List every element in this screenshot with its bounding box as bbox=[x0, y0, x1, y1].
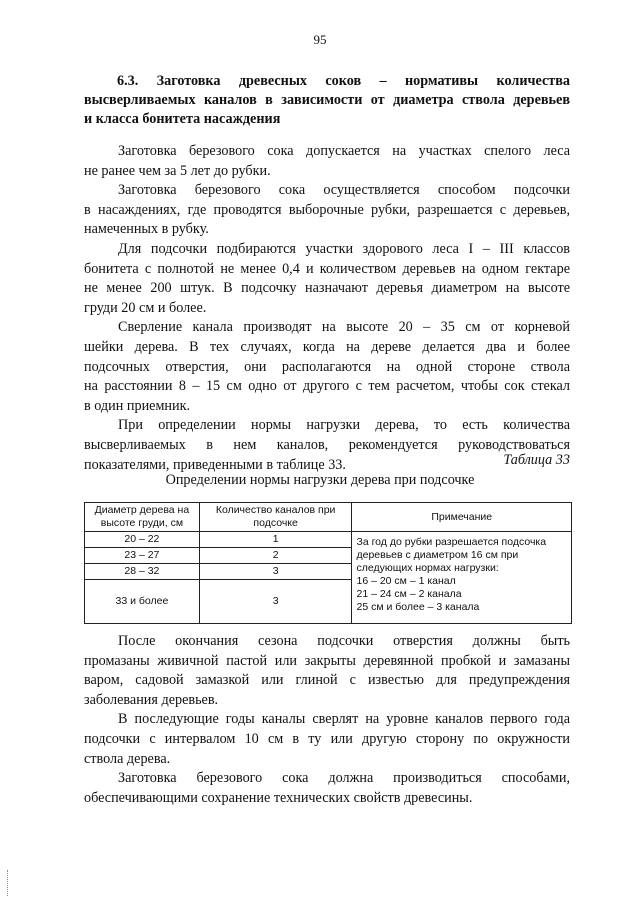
text-line: После окончания сезона подсочки отверстия должны быть bbox=[118, 633, 570, 649]
table-label: Таблица 33 bbox=[503, 452, 570, 468]
text-line: подсочных отверстия, они располагаются на одной стороне ствола bbox=[84, 358, 570, 375]
text-line: высверливаемых в нем каналов, рекомендуется руководствоваться bbox=[84, 436, 570, 453]
note-line: 16 – 20 см – 1 канал bbox=[356, 575, 456, 587]
text-line: Для подсочки подбираются участки здорового леса I – III классов bbox=[118, 240, 570, 257]
heading-line: и класса бонитета насаждения bbox=[84, 111, 281, 127]
text-line: заболевания деревьев. bbox=[84, 691, 219, 708]
text-line: Заготовка березового сока должна производиться способами, bbox=[118, 770, 570, 787]
text-line: бонитета с полнотой не менее 0,4 и количеством деревьев на одном гектаре bbox=[84, 260, 570, 277]
text-line: промазаны живичной пастой или закрыты деревянной пробкой и замазаны bbox=[84, 652, 570, 669]
text-line: В последующие годы каналы сверлят на уровне каналов первого года bbox=[118, 711, 570, 728]
body-text-top bbox=[84, 142, 570, 475]
text-line: шейки дерева. В тех случаях, когда на дереве делается два и более bbox=[84, 338, 570, 355]
text-line: ствола дерева. bbox=[84, 750, 171, 767]
text-line: не менее 200 штук. В подсочку назначают деревья диаметром на высоте bbox=[84, 280, 570, 297]
text-line: Сверление канала производят на высоте 20 – 35 см от корневой bbox=[118, 319, 570, 336]
table-header-row bbox=[85, 503, 572, 532]
text-line: Заготовка березового сока осуществляется способом подсочки bbox=[118, 182, 570, 199]
text-line: подсочки с интервалом 10 см в ту или другую сторону по окружности bbox=[84, 730, 570, 747]
note-line: следующих нормах нагрузки: bbox=[356, 562, 499, 574]
cell-diameter: 33 и более bbox=[85, 580, 200, 624]
load-norm-table bbox=[84, 502, 572, 624]
scan-margin-marks bbox=[7, 870, 10, 896]
table-title: Определении нормы нагрузки дерева при подсочке bbox=[165, 472, 475, 488]
text-line: обеспечивающими сохранение технических свойств древесины. bbox=[84, 789, 473, 806]
text-line: Заготовка березового сока допускается на участках спелого леса bbox=[118, 143, 570, 159]
note-line: 25 см и более – 3 канала bbox=[356, 601, 480, 613]
note-line: 21 – 24 см – 2 канала bbox=[356, 588, 462, 600]
note-line: За год до рубки разрешается подсочка bbox=[356, 536, 547, 548]
cell-count: 3 bbox=[199, 580, 352, 624]
text-line: При определении нормы нагрузки дерева, то есть количества bbox=[118, 417, 570, 434]
page-number: 95 bbox=[313, 32, 327, 47]
cell-count: 1 bbox=[199, 532, 352, 548]
cell-diameter: 20 – 22 bbox=[85, 532, 200, 548]
header-diameter: Диаметр дерева на высоте груди, см bbox=[85, 503, 200, 532]
header-note: Примечание bbox=[352, 503, 572, 532]
text-line: в один приемник. bbox=[84, 397, 191, 414]
body-text-bottom bbox=[84, 632, 570, 808]
heading-line: высверливаемых каналов в зависимости от диаметра ствола деревьев bbox=[84, 92, 570, 108]
header-channel-count: Количество каналов при подсочке bbox=[199, 503, 352, 532]
heading-line: 6.3. Заготовка древесных соков – нормативы количества bbox=[117, 73, 570, 89]
table-row bbox=[85, 532, 572, 548]
cell-diameter: 23 – 27 bbox=[85, 548, 200, 564]
text-line: варом, садовой замазкой или глиной с известью для предупреждения bbox=[84, 672, 570, 689]
text-line: намеченных в рубку. bbox=[84, 221, 209, 238]
text-line: груди 20 см и более. bbox=[84, 299, 207, 316]
text-line: показателями, приведенными в таблице 33. bbox=[84, 456, 346, 473]
text-line: не ранее чем за 5 лет до рубки. bbox=[84, 162, 271, 179]
text-line: на расстоянии 8 – 15 см одно от другого с тем расчетом, чтобы сок стекал bbox=[84, 378, 570, 395]
text-line: в насаждениях, где проводятся выборочные рубки, разрешается с деревьев, bbox=[84, 201, 570, 218]
cell-count: 2 bbox=[199, 548, 352, 564]
cell-diameter: 28 – 32 bbox=[85, 564, 200, 580]
cell-note bbox=[352, 532, 572, 624]
note-line: деревьев с диаметром 16 см при bbox=[356, 549, 519, 561]
section-heading bbox=[84, 72, 570, 129]
cell-count: 3 bbox=[199, 564, 352, 580]
